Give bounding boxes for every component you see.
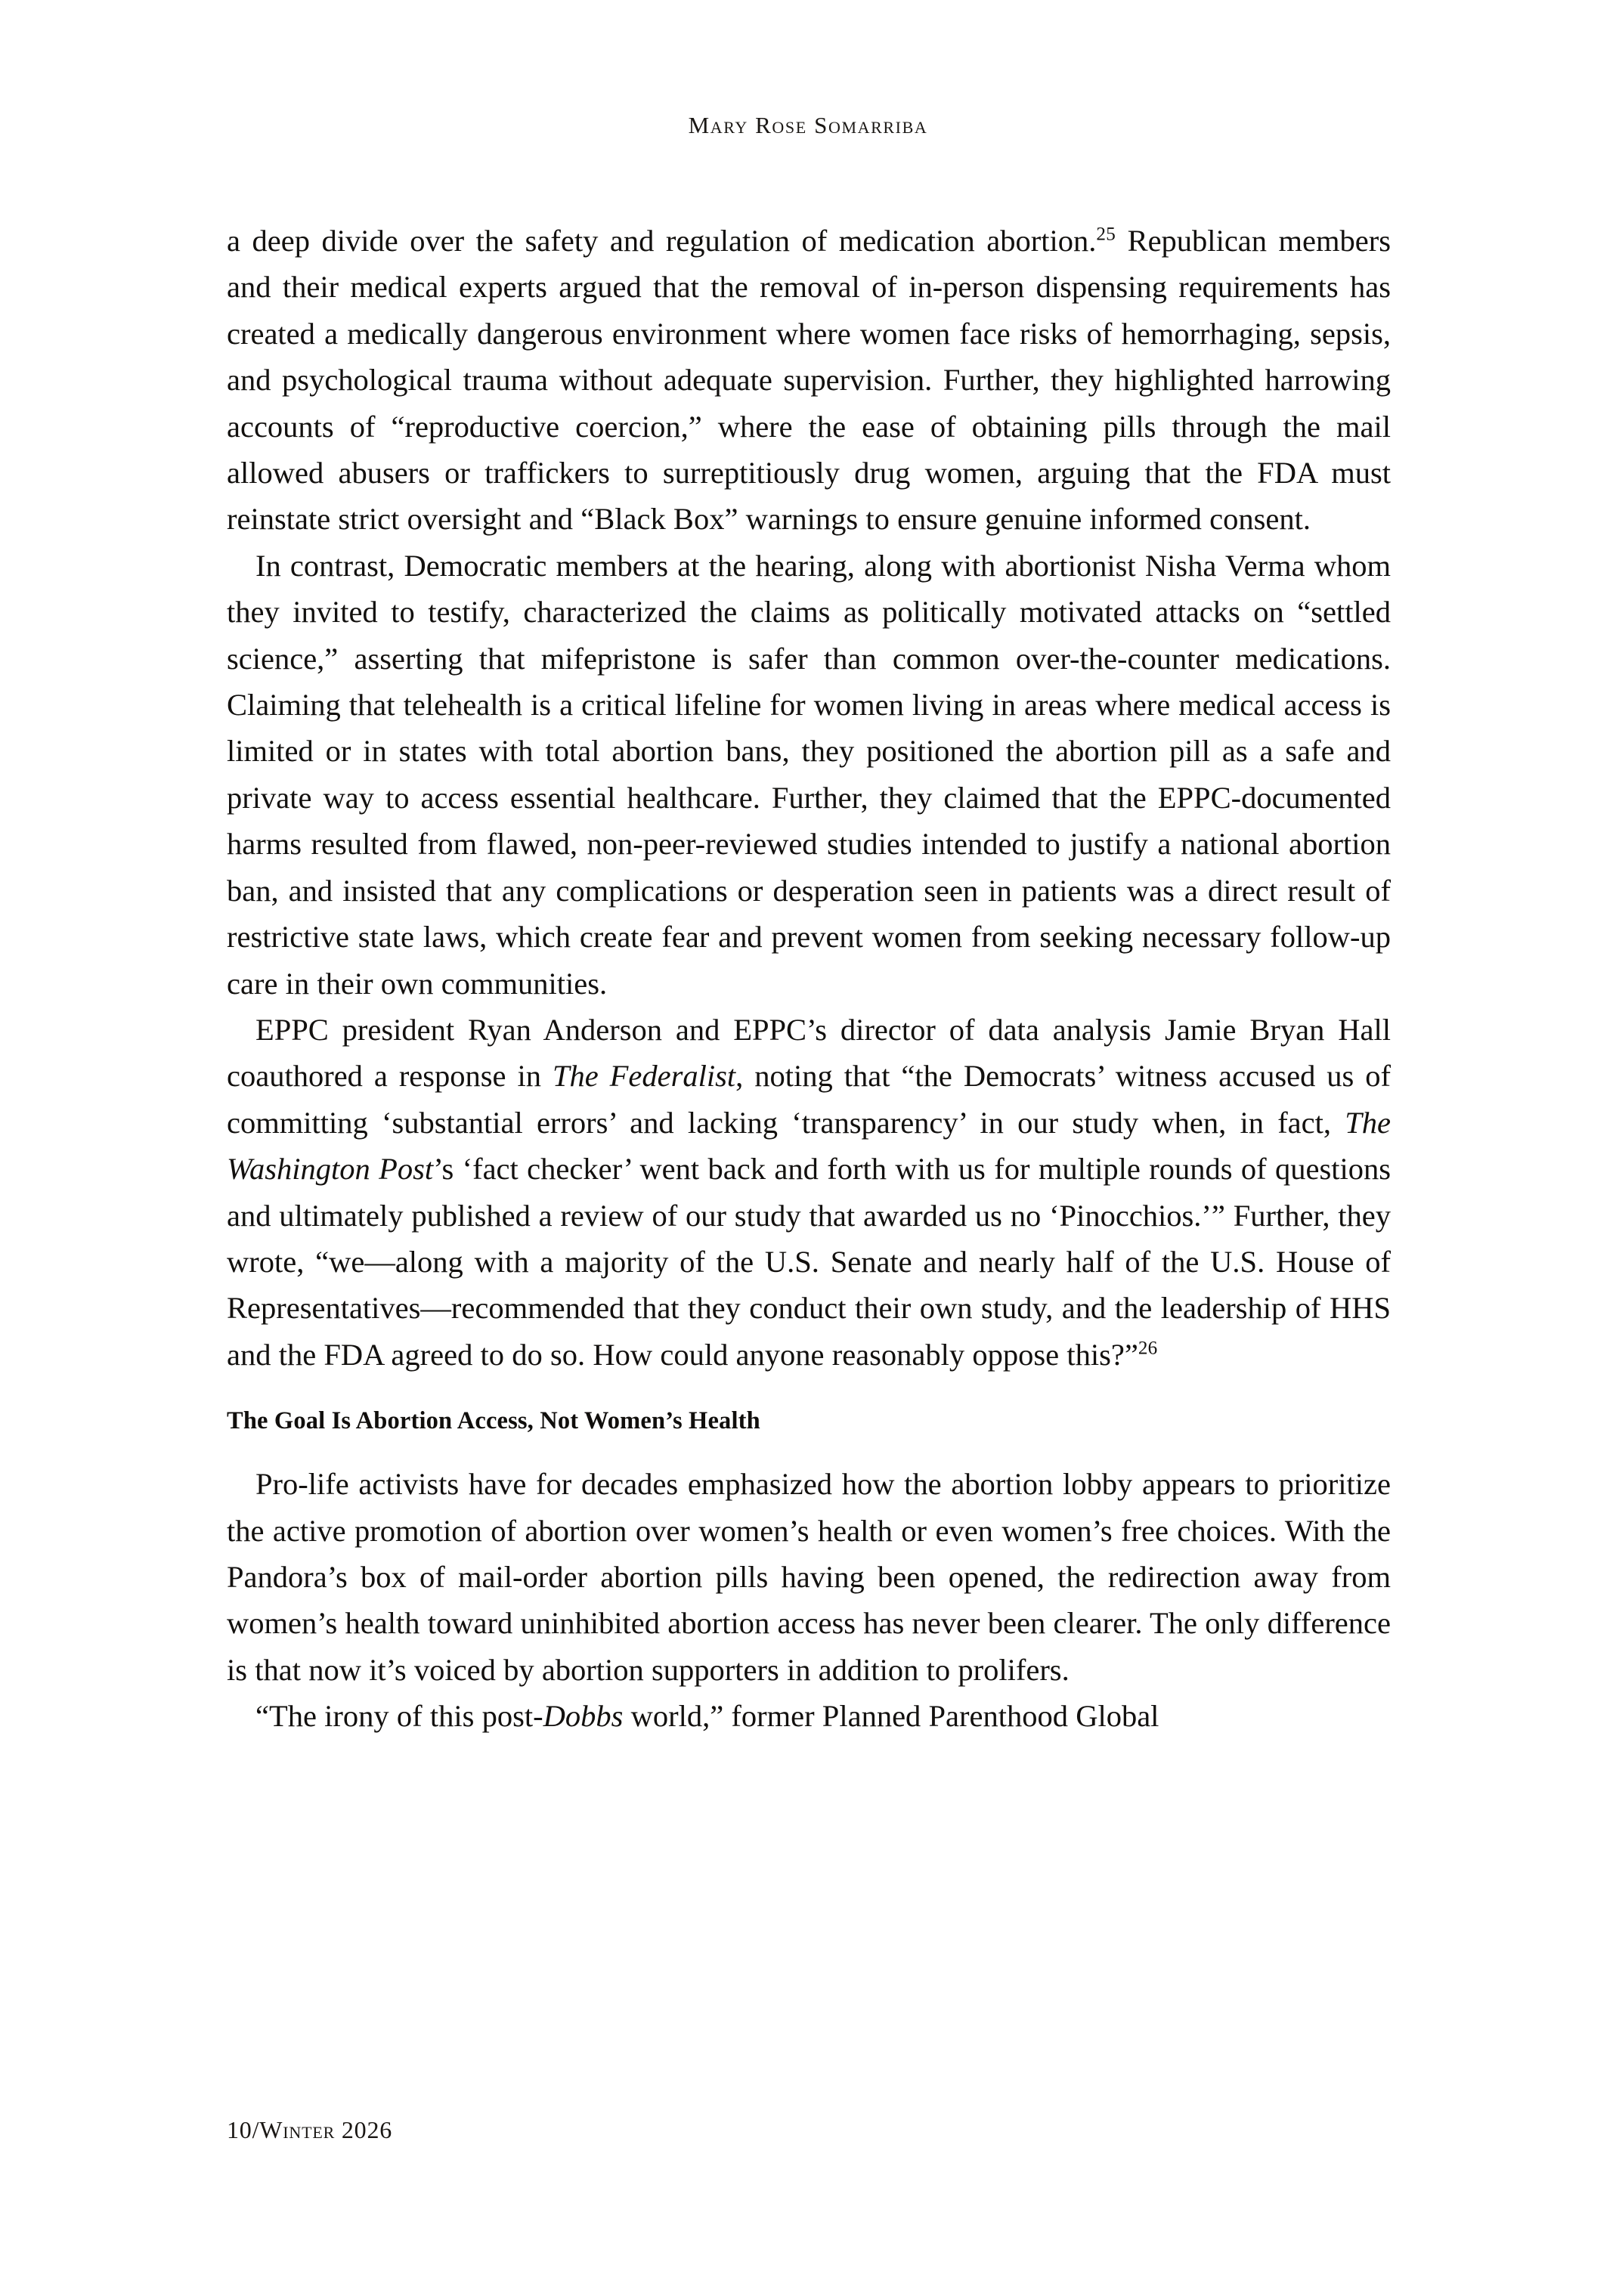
- para-eppc-response: EPPC president Ryan Anderson and EPPC’s director of data analysis Jamie Bryan Hall coauthored a response in The Federalist, noting that “the Democrats’ witness accused us of committing ‘substantial errors’ and lacking ‘transparency’ in our study when, in fact, The Washington Post’s ‘fact checker’ went back and forth with us for multiple rounds of questions and ultimately published a review of our study that awarded us no ‘Pinocchios.’” Further, they wrote, “we—along with a majority of the U.S. Senate and nearly half of the U.S. House of Representatives—recommended that they conduct their own study, and the leadership of HHS and the FDA agreed to do so. How could anyone reasonably oppose this?”$^{26}$: [227, 1012, 1391, 1372]
- text-column: [227, 218, 1391, 1740]
- footnote-marker[interactable]: 25: [1096, 224, 1116, 245]
- page-folio: 10/Winter 2026: [227, 2116, 393, 2143]
- paragraph-group-after-heading: [227, 1461, 1391, 1739]
- section-heading: The Goal Is Abortion Access, Not Women’s Health: [227, 1407, 760, 1435]
- spacer-before-heading: [227, 1378, 1391, 1403]
- footnote-marker[interactable]: 26: [1138, 1338, 1158, 1359]
- italic-title: The Washington Post: [227, 1105, 1391, 1187]
- para-irony-dobbs: “The irony of this post-Dobbs world,” former Planned Parenthood Global: [255, 1699, 1159, 1734]
- italic-title: The Federalist: [552, 1059, 736, 1094]
- paragraph-group-before-heading: [227, 218, 1391, 1378]
- spacer-after-heading: [227, 1438, 1391, 1461]
- para-democratic-members: In contrast, Democratic members at the hearing, along with abortionist Nisha Verma whom they invited to testify, characterized the claims as politically motivated attacks on “settled science,” asserting that mifepristone is safer than common over-the-counter medications. Claiming that telehealth is a critical lifeline for women living in areas where medical access is limited or in states with total abortion bans, they positioned the abortion pill as a safe and private way to access essential healthcare. Further, they claimed that the EPPC-documented harms resulted from flawed, non-peer-reviewed studies intended to justify a national abortion ban, and insisted that any complications or desperation seen in patients was a direct result of restrictive state laws, which create fear and prevent women from seeking necessary follow-up care in their own communities.: [227, 548, 1391, 1001]
- para-prolife-activists: Pro-life activists have for decades emphasized how the abortion lobby appears to prioritize the active promotion of abortion over women’s health or even women’s free choices. With the Pandora’s box of mail-order abortion pills having been opened, the redirection away from women’s health toward uninhibited abortion access has never been clearer. The only difference is that now it’s voiced by abortion supporters in addition to prolifers.: [227, 1467, 1391, 1687]
- running-header: Mary Rose Somarriba: [688, 112, 928, 138]
- italic-title: Dobbs: [543, 1699, 624, 1734]
- para-republican-members: a deep divide over the safety and regulation of medication abortion.$^{25}$ Republican members and their medical experts argued that the removal of in-person dispensing requirements has created a medically dangerous environment where women face risks of hemorrhaging, sepsis, and psychological trauma without adequate supervision. Further, they highlighted harrowing accounts of “reproductive coercion,” where the ease of obtaining pills through the mail allowed abusers or traffickers to surreptitiously drug women, arguing that the FDA must reinstate strict oversight and “Black Box” warnings to ensure genuine informed consent.: [227, 224, 1391, 537]
